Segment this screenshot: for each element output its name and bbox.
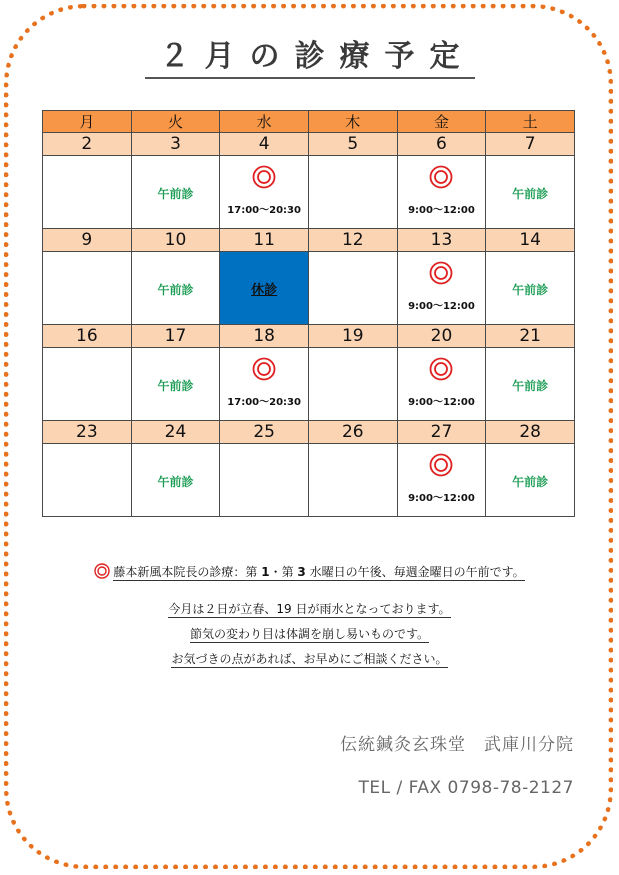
- empty-day-cell: [308, 252, 397, 325]
- date-number: 27: [397, 421, 486, 444]
- date-number: 14: [486, 229, 575, 252]
- schedule-row: [43, 444, 575, 517]
- empty-day-cell: [43, 156, 132, 229]
- double-circle-icon: [94, 563, 110, 582]
- date-number: 12: [308, 229, 397, 252]
- date-row: [43, 133, 575, 156]
- note-bold1: 1: [261, 565, 270, 579]
- date-row: [43, 421, 575, 444]
- closed-day-cell: [220, 252, 309, 325]
- seasonal-note-2-text: 節気の変わり目は体調を崩し易いものです。: [189, 627, 430, 641]
- schedule-row: [43, 348, 575, 421]
- date-row: [43, 229, 575, 252]
- clinic-name: 伝統鍼灸玄珠堂 武庫川分院: [340, 735, 574, 755]
- note-part1: 藤本新風本院長の診療：第: [113, 565, 262, 579]
- director-clinic-cell: [397, 444, 486, 517]
- clinic-hours: 9:00～12:00: [408, 396, 475, 408]
- empty-day-cell: [43, 348, 132, 421]
- weekday-header: 木: [308, 111, 397, 133]
- double-circle-icon: [220, 165, 308, 193]
- date-row: [43, 325, 575, 348]
- date-number: 5: [308, 133, 397, 156]
- director-clinic-cell: [220, 156, 309, 229]
- seasonal-note-3-text: お気づきの点があれば、お早めにご相談ください。: [171, 652, 448, 666]
- seasonal-note-1-text: 今月は２日が立春、19 日が雨水となっております。: [168, 602, 451, 616]
- double-circle-icon: [398, 261, 486, 289]
- schedule-calendar: [42, 110, 575, 517]
- morning-clinic-cell: [131, 252, 220, 325]
- morning-clinic-cell: [486, 252, 575, 325]
- seasonal-note-2: [0, 625, 619, 642]
- weekday-header: 土: [486, 111, 575, 133]
- doctor-schedule-note: [0, 563, 619, 582]
- date-number: 17: [131, 325, 220, 348]
- weekday-header: 金: [397, 111, 486, 133]
- double-circle-icon: [398, 165, 486, 193]
- note-part2: ・第: [269, 565, 298, 579]
- morning-clinic-cell: [131, 156, 220, 229]
- date-number: 23: [43, 421, 132, 444]
- morning-clinic-cell: [486, 348, 575, 421]
- date-number: 19: [308, 325, 397, 348]
- date-number: 4: [220, 133, 309, 156]
- morning-clinic-cell: [131, 444, 220, 517]
- empty-day-cell: [308, 348, 397, 421]
- date-number: 26: [308, 421, 397, 444]
- date-number: 21: [486, 325, 575, 348]
- date-number: 10: [131, 229, 220, 252]
- page-title-wrap: [0, 38, 619, 79]
- seasonal-note-3: [0, 650, 619, 667]
- director-clinic-cell: [397, 252, 486, 325]
- clinic-hours: 9:00～12:00: [408, 300, 475, 312]
- morning-clinic-label: 午前診: [157, 474, 194, 489]
- date-number: 18: [220, 325, 309, 348]
- morning-clinic-cell: [131, 348, 220, 421]
- seasonal-note-1: [0, 600, 619, 617]
- empty-day-cell: [308, 156, 397, 229]
- closed-label: 休診: [251, 282, 278, 298]
- empty-day-cell: [43, 444, 132, 517]
- date-number: 6: [397, 133, 486, 156]
- date-number: 9: [43, 229, 132, 252]
- weekday-header: 月: [43, 111, 132, 133]
- date-number: 16: [43, 325, 132, 348]
- morning-clinic-label: 午前診: [157, 282, 194, 297]
- empty-day-cell: [220, 444, 309, 517]
- date-number: 20: [397, 325, 486, 348]
- weekday-header: 火: [131, 111, 220, 133]
- date-number: 28: [486, 421, 575, 444]
- morning-clinic-label: 午前診: [512, 186, 549, 201]
- director-clinic-cell: [220, 348, 309, 421]
- clinic-hours: 9:00～12:00: [408, 204, 475, 216]
- schedule-row: [43, 156, 575, 229]
- clinic-hours: 17:00～20:30: [227, 396, 301, 408]
- note-bold2: 3: [297, 565, 306, 579]
- morning-clinic-label: 午前診: [157, 378, 194, 393]
- doctor-schedule-text: [113, 565, 524, 581]
- date-number: 13: [397, 229, 486, 252]
- weekday-header-row: [43, 111, 575, 133]
- clinic-hours: 9:00～12:00: [408, 492, 475, 504]
- morning-clinic-label: 午前診: [512, 378, 549, 393]
- clinic-hours: 17:00～20:30: [227, 204, 301, 216]
- date-number: 25: [220, 421, 309, 444]
- double-circle-icon: [220, 357, 308, 385]
- morning-clinic-label: 午前診: [512, 474, 549, 489]
- contact-phone: TEL / FAX 0798-78-2127: [358, 778, 574, 798]
- empty-day-cell: [308, 444, 397, 517]
- date-number: 3: [131, 133, 220, 156]
- note-part3: 水曜日の午後、毎週金曜日の午前です。: [305, 565, 525, 579]
- morning-clinic-cell: [486, 156, 575, 229]
- page-title: ２月の診療予定: [145, 38, 475, 79]
- date-number: 2: [43, 133, 132, 156]
- morning-clinic-label: 午前診: [512, 282, 549, 297]
- schedule-row: [43, 252, 575, 325]
- date-number: 7: [486, 133, 575, 156]
- weekday-header: 水: [220, 111, 309, 133]
- date-number: 24: [131, 421, 220, 444]
- double-circle-icon: [398, 357, 486, 385]
- morning-clinic-label: 午前診: [157, 186, 194, 201]
- morning-clinic-cell: [486, 444, 575, 517]
- double-circle-icon: [398, 453, 486, 481]
- empty-day-cell: [43, 252, 132, 325]
- director-clinic-cell: [397, 348, 486, 421]
- director-clinic-cell: [397, 156, 486, 229]
- date-number: 11: [220, 229, 309, 252]
